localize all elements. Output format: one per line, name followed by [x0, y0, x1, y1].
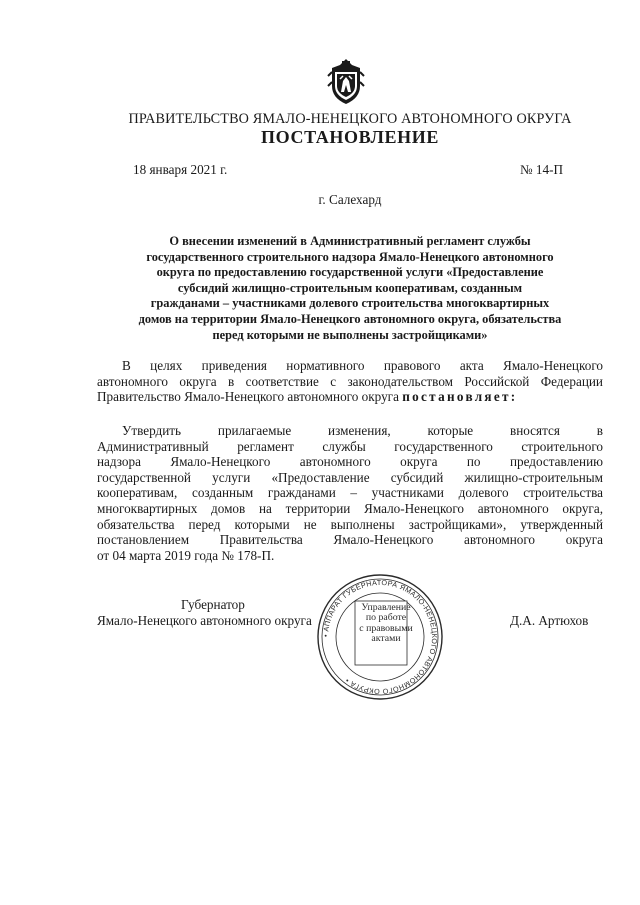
- body-line: от 04 марта 2019 года № 178-П.: [97, 547, 275, 563]
- stamp-inner-text: [356, 603, 416, 645]
- signature-position: [97, 597, 337, 629]
- stamp-line: Управление: [361, 602, 411, 613]
- body-paragraph: [97, 423, 603, 563]
- coat-of-arms-icon: [326, 56, 366, 106]
- title-line: округа по предоставлению государственной услуги «Предоставление: [156, 265, 544, 280]
- preamble-line: [97, 389, 603, 405]
- signatory-region: Ямало-Ненецкого автономного округа: [97, 613, 312, 628]
- stamp-line: с правовыми: [359, 622, 413, 634]
- stamp-ring-text: • АППАРАТ ГУБЕРНАТОРА ЯМАЛО-НЕНЕЦКОГО АВТОНОМНОГО ОКРУГА •: [320, 577, 440, 697]
- signatory-name: Д.А. Артюхов: [510, 613, 589, 628]
- document-type: ПОСТАНОВЛЕНИЕ: [261, 127, 439, 147]
- preamble-line: автономного округа в соответствие с законодательством Российской Федерации: [97, 373, 603, 389]
- body-line: надзора Ямало-Ненецкого автономного округа по предоставлению: [97, 454, 603, 470]
- title-line: субсидий жилищно-строительным кооперативам, созданным: [177, 280, 523, 295]
- title-line: гражданами – участниками долевого строительства многоквартирных: [150, 296, 550, 311]
- document-date: 18 января 2021 г.: [133, 162, 228, 177]
- signatory-title: Губернатор: [181, 597, 245, 612]
- preamble-paragraph: [97, 358, 603, 405]
- document-number: № 14-П: [520, 162, 563, 177]
- body-line: постановлением Правительства Ямало-Ненецкого автономного округа: [97, 532, 603, 548]
- body-line: государственной услуги «Предоставление субсидий жилищно-строительным: [97, 469, 603, 485]
- title-line: перед которыми не выполнены застройщиками»: [212, 327, 488, 342]
- stamp-line: актами: [371, 633, 401, 645]
- resolution-keyword: постановляет:: [402, 389, 518, 405]
- body-line: многоквартирных домов на территории Ямало-Ненецкого автономного округа,: [97, 500, 603, 516]
- document-title: [80, 234, 620, 343]
- document-city: г. Салехард: [318, 192, 382, 207]
- title-line: О внесении изменений в Административный регламент службы: [169, 234, 531, 248]
- preamble-line: В целях приведения нормативного правового акта Ямало-Ненецкого: [122, 358, 603, 373]
- body-line: обязательства перед которыми не выполнены застройщиками», утвержденный: [97, 516, 603, 532]
- title-line: государственного строительного надзора Ямало-Ненецкого автономного: [146, 249, 554, 264]
- preamble-line-text: Правительство Ямало-Ненецкого автономного округа: [97, 389, 403, 405]
- organization-name: ПРАВИТЕЛЬСТВО ЯМАЛО-НЕНЕЦКОГО АВТОНОМНОГО ОКРУГА: [128, 111, 572, 127]
- stamp-line: по работе: [365, 612, 407, 624]
- body-line: Административный регламент службы государственного строительного: [97, 438, 603, 454]
- title-line: домов на территории Ямало-Ненецкого автономного округа, обязательства: [138, 311, 562, 326]
- body-line: кооперативам, созданным гражданами – участниками долевого строительства: [97, 485, 603, 501]
- body-line: Утвердить прилагаемые изменения, которые вносятся в: [122, 423, 603, 438]
